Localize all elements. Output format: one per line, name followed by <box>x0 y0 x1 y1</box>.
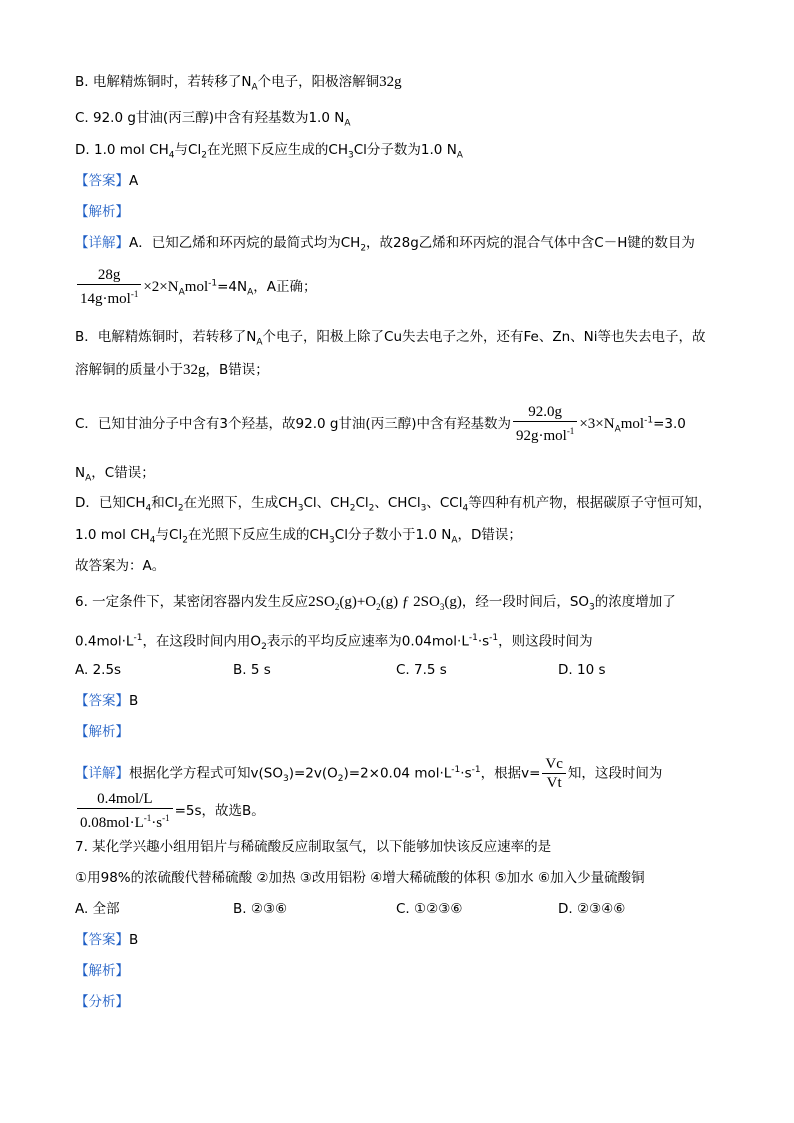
detail-b-line-2: 溶解铜的质量小于32g，B错误； <box>75 362 269 378</box>
formula-4: $\frac{\text{0.4mol/L}}{0.08mol\cdot L^{-1}\cdot s^{-1}}$ =5s，故选B。 <box>75 790 265 832</box>
q6-option-a: A. 2.5s <box>75 662 122 678</box>
q6-option-c: C. 7.5 s <box>396 662 447 678</box>
question-6-line-1: 6. 一定条件下，某密闭容器内发生反应$2SO_2(g)+O_2(g)$ ƒ $2SO_3(g)$，经一段时间后，$SO_3$的浓度增加了 <box>75 594 676 613</box>
formula-1: $\frac{28g}{14g\cdot mol^{-1}}$ $\times 2\times N_Amol^{-1}=4N_A$，A正确； <box>75 266 317 308</box>
question-7-line: 7. 某化学兴趣小组用铝片与稀硫酸反应制取氢气，以下能够加快该反应速率的是 <box>75 839 552 855</box>
answer-line-1: 【答案】A <box>75 173 139 189</box>
analysis-fenxi-label: 【分析】 <box>75 994 129 1010</box>
option-b-line: B. 电解精炼铜时，若转移了$N_A$个电子，阳极溶解铜32g <box>75 74 402 93</box>
q6-option-b: B. 5 s <box>233 662 271 678</box>
question-7-options: ①用98%的浓硫酸代替稀硫酸 ②加热 ③改用铝粉 ④增大稀硫酸的体积 ⑤加水 ⑥加入少量硫酸铜 <box>75 870 645 886</box>
option-d-line: D. 1.0 mol $CH_4$与$Cl_2$在光照下反应生成的$CH_3Cl$分子数为1.0 $N_A$ <box>75 142 463 161</box>
detail-d-line-1: D．已知$CH_4$和$Cl_2$在光照下，生成$CH_3Cl$、$CH_2Cl_2$、CHCl$_3$、CCl$_4$等四种有机产物，根据碳原子守恒可知， <box>75 495 712 514</box>
q7-option-a: A. 全部 <box>75 901 120 917</box>
q6-option-d: D. 10 s <box>558 662 606 678</box>
answer-line-2: 【答案】B <box>75 693 139 709</box>
q7-option-c: C. ①②③⑥ <box>396 901 463 917</box>
detail-c-line-2: $N_A$，C错误； <box>75 465 155 484</box>
answer-line-3: 【答案】B <box>75 932 139 948</box>
question-6-line-2: $0.4mol\cdot L^{-1}$，在这段时间内用$O_2$表示的平均反应速率为$0.04mol\cdot L^{-1}\cdot s^{-1}$，则这段时间为 <box>75 633 593 653</box>
q7-option-b: B. ②③⑥ <box>233 901 288 917</box>
detail-b-line-1: B．电解精炼铜时，若转移了$N_A$个电子，阳极上除了Cu失去电子之外，还有Fe、Zn、Ni等也失去电子，故 <box>75 329 706 348</box>
detail-a-line: 【详解】A．已知乙烯和环丙烷的最简式均为$CH_2$，故28g乙烯和环丙烷的混合气体中含C－H键的数目为 <box>75 235 695 254</box>
detail-6-line: 【详解】根据化学方程式可知$v(SO_3)=2v(O_2)=2\times 0.04$ $mol\cdot L^{-1}\cdot s^{-1}$，根据v= $\frac{Vc}{Vt}$ 知，这段时间为 <box>75 756 663 791</box>
q7-option-d: D. ②③④⑥ <box>558 901 626 917</box>
analysis-label-3: 【解析】 <box>75 963 129 979</box>
detail-d-line-2: 1.0 mol $CH_4$与$Cl_2$在光照下反应生成的$CH_3Cl$分子数小于1.0 $N_A$，D错误； <box>75 527 522 546</box>
option-c-line: C. 92.0 g甘油(丙三醇)中含有羟基数为1.0 $N_A$ <box>75 110 351 129</box>
detail-c-line-1: C．已知甘油分子中含有3个羟基，故92.0 g甘油(丙三醇)中含有羟基数为 $\frac{92.0g}{92g\cdot mol^{-1}}$ $\times 3\times N_Amol^{-1}=3.0$ <box>75 404 686 444</box>
analysis-label-1: 【解析】 <box>75 204 129 220</box>
analysis-label-2: 【解析】 <box>75 724 129 740</box>
conclusion-line-1: 故答案为：A。 <box>75 558 166 574</box>
